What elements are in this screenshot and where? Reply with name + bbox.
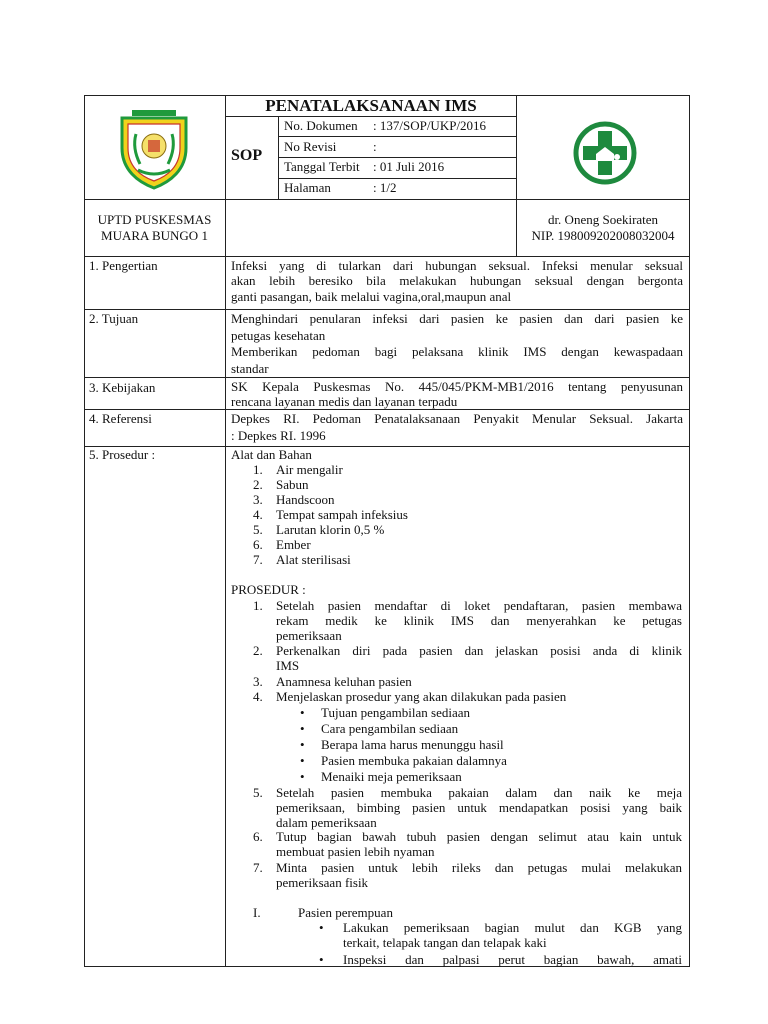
step-number: 5. [253,785,263,800]
grid-line [278,157,517,158]
list-number: 2. [253,477,263,492]
kebijakan-text [231,380,683,409]
roman-heading: Pasien perempuan [298,905,393,920]
grid-line [84,309,690,310]
list-item: Tempat sampah infeksius [276,507,408,522]
text-line: Depkes RI. Pedoman Penatalaksanaan Penyakit Menular Seksual. Jakarta [231,411,683,426]
step-1-text [276,598,682,643]
grid-line [84,377,690,378]
section-label-pengertian: 1. Pengertian [89,258,158,273]
text-line: SK Kepala Puskesmas No. 445/045/PKM-MB1/2016 tentang penyusunan [231,379,683,394]
step-number: 1. [253,598,263,613]
list-item: Sabun [276,477,309,492]
text-line: Setelah pasien mendaftar di loket pendaftaran, pasien membawa [276,598,682,613]
text-line: IMS [276,658,300,673]
step-number: 2. [253,643,263,658]
list-number: 7. [253,552,263,567]
logo-dot [614,154,620,160]
page-title: PENATALAKSANAAN IMS [265,96,477,115]
prosedur-heading: PROSEDUR : [231,582,306,597]
revision-value: : [373,139,377,154]
text-line: dalam pemeriksaan [276,815,377,830]
grid-line [225,95,226,967]
referensi-text [231,411,683,444]
grid-line [84,199,690,200]
text-line: petugas kesehatan [231,327,326,343]
text-line: Tutup bagian bawah tubuh pasien dengan selimut atau kain untuk [276,829,682,844]
text-line: Inspeksi dan palpasi perut bagian bawah, amati [343,952,682,967]
step-7-text [276,860,682,890]
text-line: Lakukan pemeriksaan bagian mulut dan KGB yang [343,920,682,935]
text-line: Perkenalkan diri pada pasien dan jelaskan posisi anda di klinik [276,643,682,658]
grid-line [225,116,517,117]
issue-date-value: : 01 Juli 2016 [373,159,445,174]
text-line: ganti pasangan, baik melalui vagina,oral,maupun anal [231,288,512,304]
grid-line [84,256,690,257]
list-number: 4. [253,507,263,522]
text-line: terkait, telapak tangan dan telapak kaki [343,935,547,950]
grid-line [84,409,690,410]
text-line: Memberikan pedoman bagi pelaksana klinik IMS dengan kewaspadaan [231,344,683,359]
bullet-dot-icon: • [319,952,324,967]
step-number: 4. [253,689,263,704]
section-label-kebijakan: 3. Kebijakan [89,380,156,395]
step-2-text [276,643,682,673]
text-line: Infeksi yang di tularkan dari hubungan seksual. Infeksi menular seksual [231,258,683,273]
step-number: 6. [253,829,263,844]
logo-banner [132,110,176,116]
org-name-line2: MUARA BUNGO 1 [101,228,208,243]
list-number: 5. [253,522,263,537]
org-name-line1: UPTD PUSKESMAS [97,212,212,227]
issue-date-label: Tanggal Terbit [284,159,360,174]
roman-bullet-2 [343,952,682,967]
tujuan-text [231,311,683,377]
list-item: Air mengalir [276,462,343,477]
grid-line [84,446,690,447]
list-number: 3. [253,492,263,507]
page-value: : 1/2 [373,180,397,195]
doc-number-label: No. Dokumen [284,118,358,133]
bullet-item: Cara pengambilan sediaan [321,721,459,736]
text-line: Menghindari penularan infeksi dari pasien ke pasien dan dari pasien ke [231,311,683,326]
text-line: Setelah pasien membuka pakaian dalam dan naik ke meja [276,785,682,800]
list-number: 1. [253,462,263,477]
list-item: Ember [276,537,311,552]
text-line: rencana layanan medis dan layanan terpadu [231,393,458,409]
step-4-text: Menjelaskan prosedur yang akan dilakukan pada pasien [276,689,567,704]
text-line: akan lebih beresiko bila melakukan hubungan seksual dengan bergonta [231,273,683,289]
step-5-text [276,785,682,830]
bullet-dot-icon: • [300,737,305,752]
bullet-dot-icon: • [319,920,324,935]
step-6-text [276,829,682,859]
roman-bullet-1 [343,920,682,950]
bullet-item: Tujuan pengambilan sediaan [321,705,470,720]
text-line: : Depkes RI. 1996 [231,427,326,443]
text-line: membuat pasien lebih nyaman [276,844,435,859]
list-item: Handscoon [276,492,335,507]
text-line: rekam medik ke klinik IMS dan menyerahkan ke petugas [276,613,682,628]
pengertian-text [231,258,683,304]
bullet-item: Pasien membuka pakaian dalamnya [321,753,507,768]
signer-name: dr. Oneng Soekiraten [547,212,659,227]
section-label-prosedur: 5. Prosedur : [89,447,156,462]
bullet-dot-icon: • [300,705,305,720]
text-line: pemeriksaan [276,628,342,643]
list-number: 6. [253,537,263,552]
grid-line [278,178,517,179]
text-line: Minta pasien untuk lebih rileks dan petugas mulai melakukan [276,860,682,875]
list-item: Alat sterilisasi [276,552,351,567]
page-label: Halaman [284,180,331,195]
signer-nip: NIP. 198009202008032004 [531,228,675,243]
step-3-text: Anamnesa keluhan pasien [276,674,412,689]
section-label-referensi: 4. Referensi [89,411,152,426]
text-line: pemeriksaan, bimbing pasien untuk mendapatkan posisi yang baik [276,800,682,815]
step-number: 3. [253,674,263,689]
bullet-dot-icon: • [300,769,305,784]
bullet-item: Menaiki meja pemeriksaan [321,769,462,784]
bullet-dot-icon: • [300,753,305,768]
grid-line [278,136,517,137]
emblem-core [148,140,160,152]
bullet-dot-icon: • [300,721,305,736]
alat-heading: Alat dan Bahan [231,447,312,462]
roman-number: I. [253,905,261,920]
sop-label: SOP [231,147,263,164]
puskesmas-logo [572,114,638,192]
doc-number-value: : 137/SOP/UKP/2016 [373,118,487,133]
section-label-tujuan: 2. Tujuan [89,311,139,326]
regency-shield-logo [118,108,190,190]
text-line: standar [231,360,269,376]
revision-label: No Revisi [284,139,337,154]
text-line: pemeriksaan fisik [276,875,369,890]
bullet-item: Berapa lama harus menunggu hasil [321,737,504,752]
list-item: Larutan klorin 0,5 % [276,522,385,537]
step-number: 7. [253,860,263,875]
